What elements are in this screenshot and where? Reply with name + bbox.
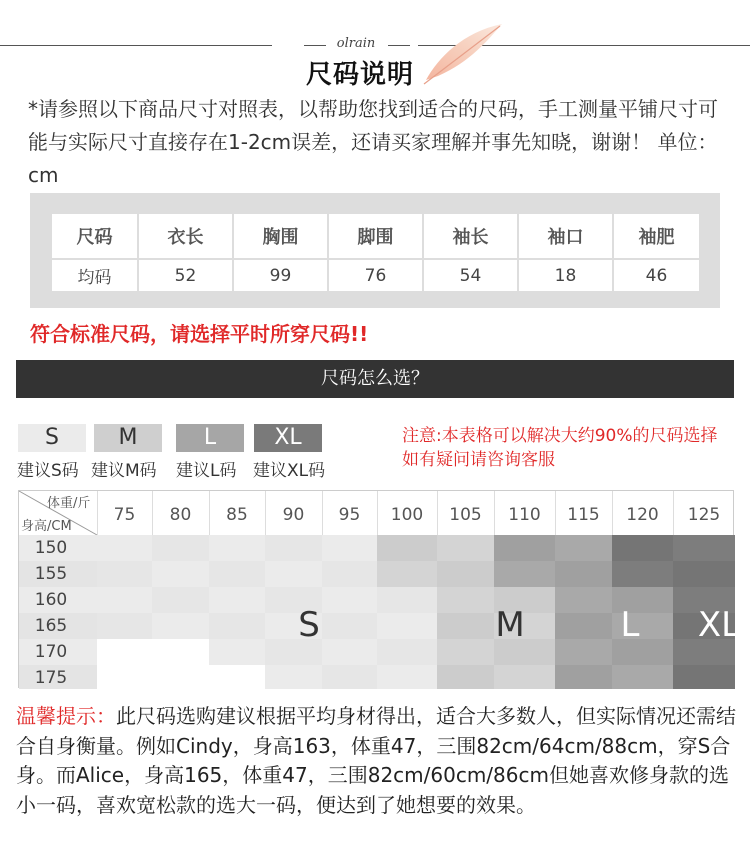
grid-cell [265,535,322,561]
grid-cell [97,587,152,613]
size-table [50,212,701,293]
grid-cell [494,561,555,587]
grid-cell [97,665,152,689]
brand-dash-left [304,45,326,46]
grid-cell [152,665,209,689]
grid-cell [612,561,673,587]
legend-swatch: L [176,424,244,452]
tip-paragraph [16,702,736,820]
size-table-header: 袖口 [519,214,612,258]
size-table-cell: 18 [519,260,612,291]
grid-cell [209,639,265,665]
grid-cell [377,587,437,613]
weight-label: 75 [113,505,136,525]
height-label: 165 [34,616,68,636]
grid-cell [209,665,265,689]
size-table-header: 袖肥 [614,214,699,258]
size-table-cell: 46 [614,260,699,291]
height-label: 175 [34,668,68,688]
grid-cell [152,535,209,561]
grid-cell [322,535,377,561]
grid-cell [209,613,265,639]
size-table-header: 袖长 [424,214,517,258]
brand-dash-right [388,45,410,46]
grid-cell [152,613,209,639]
feather-icon [418,18,508,88]
grid-cell [152,639,209,665]
weight-label: 105 [449,505,482,525]
grid-cell [612,665,673,689]
grid-cell [437,665,494,689]
section-banner: 尺码怎么选？ [16,360,734,398]
grid-cell [377,561,437,587]
legend-caption: 建议XL码 [253,461,326,481]
header-rule-left [0,45,272,46]
weight-axis-label: 体重/斤 [47,496,91,511]
weight-label: 110 [508,505,541,525]
size-table-cell: 均码 [52,260,137,291]
zone-label: M [495,605,525,645]
grid-cell [97,613,152,639]
legend-caption: 建议S码 [17,461,79,481]
weight-label: 115 [567,505,600,525]
grid-cell [437,561,494,587]
tip-label: 温馨提示： [16,704,116,728]
weight-label: 120 [626,505,659,525]
height-label: 150 [34,538,68,558]
grid-cell [377,665,437,689]
size-note [402,424,718,472]
size-table-cell: 76 [329,260,422,291]
weight-label: 90 [282,505,305,525]
size-table-header: 尺码 [52,214,137,258]
size-table-cell: 54 [424,260,517,291]
height-label: 160 [34,590,68,610]
size-table-header: 脚围 [329,214,422,258]
legend-caption: 建议L码 [176,461,237,481]
grid-cell [322,665,377,689]
size-table-cell: 99 [234,260,327,291]
grid-cell [555,535,612,561]
tip-text: 此尺码选购建议根据平均身材得出，适合大多数人，但实际情况还需结合自身衡量。例如Cindy，身高163，体重47，三围82cm/64cm/88cm，穿S合身。而Alice，身高165，体重47，三围82cm/60cm/86cm但她喜欢修身款的选小一码，喜欢宽松款的选大一码，便达到了她想要的效果。 [16,704,736,817]
size-warning: 符合标准尺码，请选择平时所穿尺码!! [30,322,369,346]
zone-label: S [298,605,320,645]
size-table-panel [30,193,720,308]
grid-cell [437,535,494,561]
grid-cell [152,587,209,613]
intro-text: *请参照以下商品尺寸对照表，以帮助您找到适合的尺码，手工测量平铺尺寸可能与实际尺寸直接存在1-2cm误差，还请买家理解并事先知晓，谢谢！ 单位：cm [28,97,718,187]
weight-label: 125 [687,505,721,525]
grid-cell [377,535,437,561]
weight-label: 85 [226,505,248,525]
zone-label: XL [697,605,741,645]
zone-label: L [620,605,640,645]
height-label: 170 [34,642,68,662]
grid-cell [494,535,555,561]
grid-cell [673,535,735,561]
grid-cell [377,613,437,639]
grid-cell [97,561,152,587]
page-title: 尺码说明 [305,60,414,90]
grid-cell [209,587,265,613]
legend-swatch: M [94,424,162,452]
grid-cell [377,639,437,665]
weight-label: 80 [169,505,192,525]
grid-cell [494,665,555,689]
size-table-header: 衣长 [139,214,232,258]
height-label: 155 [34,564,68,584]
grid-cell [209,535,265,561]
grid-cell [97,535,152,561]
grid-cell [673,561,735,587]
grid-cell [265,665,322,689]
size-note-line: 如有疑问请咨询客服 [402,450,555,470]
grid-cell [152,561,209,587]
grid-cell [673,665,735,689]
height-axis-label: 身高/CM [21,519,72,534]
size-table-cell: 52 [139,260,232,291]
weight-label: 100 [390,505,424,525]
grid-cell [612,535,673,561]
grid-cell [97,639,152,665]
legend-caption: 建议M码 [91,461,157,481]
size-grid [18,490,741,688]
grid-cell [555,561,612,587]
legend-swatch: S [18,424,86,452]
grid-cell [265,561,322,587]
grid-cell [555,665,612,689]
size-note-line: 注意:本表格可以解决大约90%的尺码选择 [402,426,718,446]
grid-cell [209,561,265,587]
size-table-header: 胸围 [234,214,327,258]
legend-swatch: XL [254,424,322,452]
grid-cell [322,561,377,587]
weight-label: 95 [338,505,361,525]
brand-name: olrain [336,36,376,51]
